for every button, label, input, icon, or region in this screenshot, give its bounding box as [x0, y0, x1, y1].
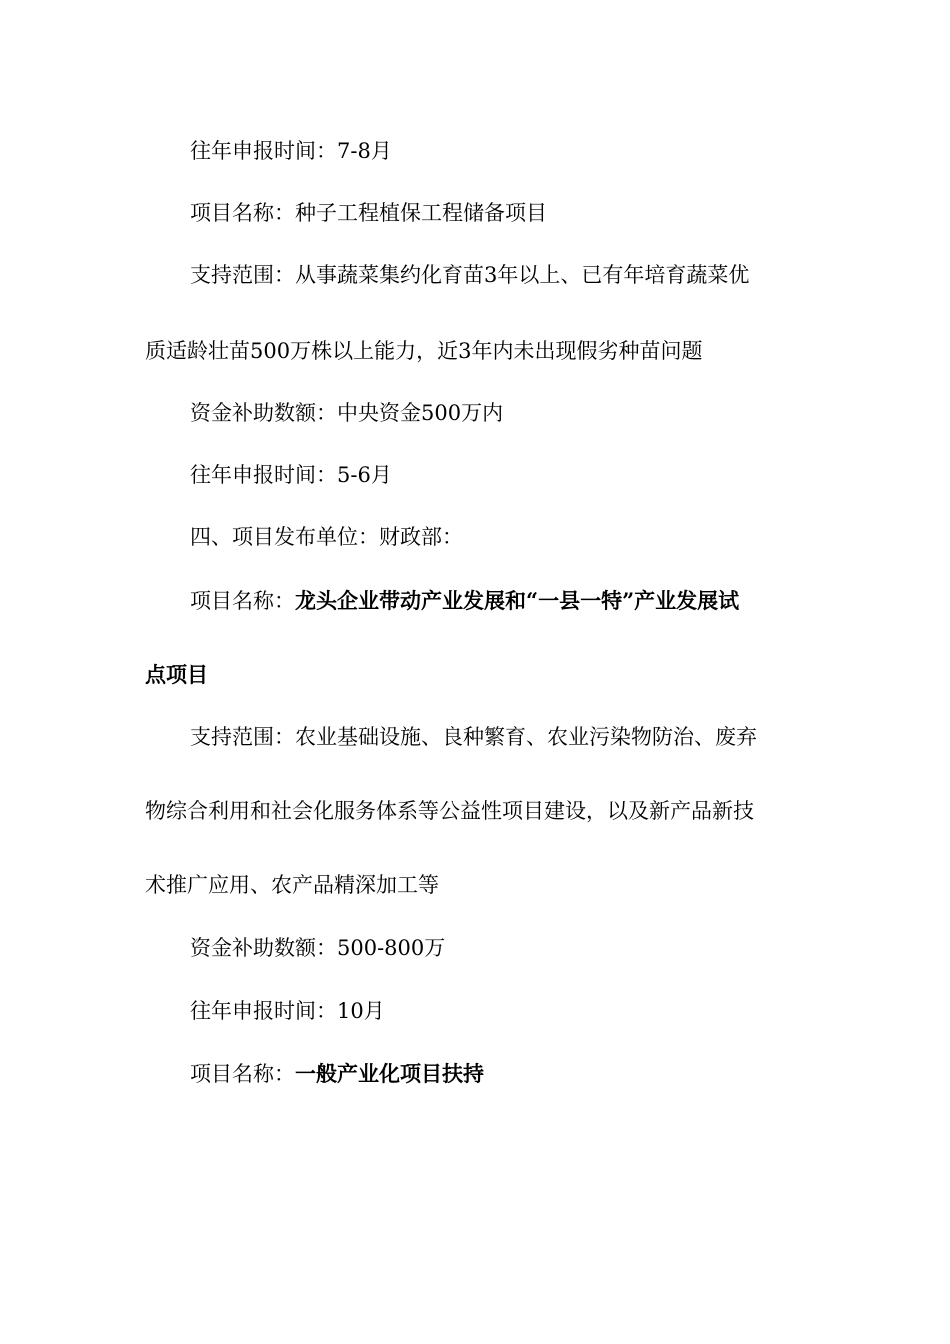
paragraph-continuation-line: 点项目: [145, 662, 208, 687]
field-label: 往年申报时间：: [190, 463, 337, 487]
field-label: 资金补助数额：: [190, 401, 337, 425]
field-value: 农业基础设施、良种繁育、农业污染物防治、废弃: [295, 725, 757, 749]
section-heading: 四、项目发布单位：财政部：: [190, 525, 463, 549]
field-value-bold: 龙头企业带动产业发展和“一县一特”产业发展试: [295, 588, 740, 613]
field-label: 项目名称：: [190, 589, 295, 613]
field-label: 项目名称：: [190, 1062, 295, 1086]
field-label: 资金补助数额：: [190, 936, 337, 960]
paragraph-project-name: [190, 199, 547, 227]
paragraph-continuation-line: 物综合利用和社会化服务体系等公益性项目建设，以及新产品新技: [145, 799, 754, 823]
paragraph-funding-amount: [190, 934, 445, 962]
field-label: 支持范围：: [190, 725, 295, 749]
paragraph-funding-amount: [190, 399, 503, 427]
field-value: 10月: [337, 999, 385, 1023]
field-label: 项目名称：: [190, 201, 295, 225]
field-label: 支持范围：: [190, 263, 295, 287]
paragraph-support-scope: [190, 723, 757, 751]
field-value-bold: 一般产业化项目扶持: [295, 1061, 484, 1086]
field-value: 500-800万: [337, 936, 446, 960]
paragraph-project-name: [190, 587, 739, 615]
paragraph-continuation-line: 术推广应用、农产品精深加工等: [145, 873, 439, 897]
paragraph-previous-application-time: [190, 997, 385, 1025]
paragraph-continuation-line: 质适龄壮苗500万株以上能力，近3年内未出现假劣种苗问题: [145, 339, 703, 363]
paragraph-previous-application-time: [190, 137, 392, 165]
paragraph-project-name: [190, 1060, 484, 1088]
field-value: 从事蔬菜集约化育苗3年以上、已有年培育蔬菜优: [295, 263, 750, 287]
field-value: 中央资金500万内: [337, 401, 504, 425]
paragraph-support-scope: [190, 261, 749, 289]
field-value: 5-6月: [337, 463, 392, 487]
field-label: 往年申报时间：: [190, 999, 337, 1023]
field-value: 7-8月: [337, 139, 392, 163]
field-value: 种子工程植保工程储备项目: [295, 201, 547, 225]
field-label: 往年申报时间：: [190, 139, 337, 163]
paragraph-previous-application-time: [190, 461, 392, 489]
